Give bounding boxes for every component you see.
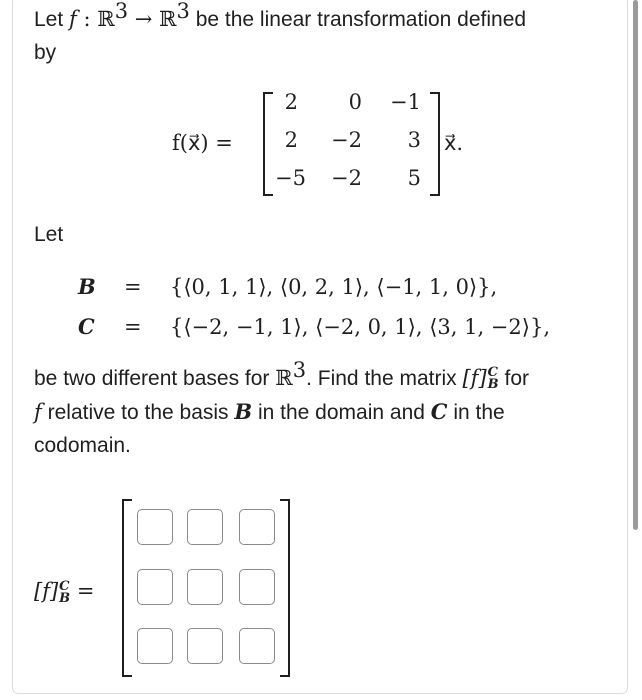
matrix-cell-1-2: 0 bbox=[348, 90, 362, 114]
answer-input-3-1[interactable] bbox=[137, 628, 173, 664]
question-r-exp: 3 bbox=[292, 358, 307, 382]
matrix-cell-2-3: 3 bbox=[407, 128, 421, 152]
answer-left-bracket bbox=[122, 499, 132, 677]
transform-rhs: x⃗. bbox=[444, 131, 464, 155]
intro-f: f bbox=[69, 7, 77, 31]
transform-matrix-right-bracket bbox=[430, 92, 440, 196]
matrix-cell-3-3: 5 bbox=[407, 166, 421, 190]
let-label: Let bbox=[34, 223, 64, 246]
question-basis-b: B bbox=[234, 399, 253, 424]
answer-input-1-3[interactable] bbox=[239, 509, 275, 545]
question-line-3: codomain. bbox=[34, 434, 131, 457]
transform-lhs: f(x⃗) = bbox=[172, 131, 233, 155]
question-bases-text: be two different bases for bbox=[34, 367, 276, 390]
answer-input-1-1[interactable] bbox=[137, 509, 173, 545]
basis-b-set: {⟨0, 1, 1⟩, ⟨0, 2, 1⟩, ⟨−1, 1, 0⟩}, bbox=[170, 275, 498, 299]
intro-arrow: → bbox=[128, 7, 160, 31]
basis-b-equals: = bbox=[124, 275, 142, 299]
answer-input-2-1[interactable] bbox=[137, 569, 173, 605]
question-f: f bbox=[34, 400, 42, 424]
scrollbar[interactable] bbox=[633, 0, 638, 530]
question-relative-text: relative to the basis bbox=[41, 401, 235, 424]
question-line-2 bbox=[34, 395, 505, 430]
answer-input-1-2[interactable] bbox=[187, 509, 223, 545]
matrix-cell-2-1: 2 bbox=[284, 128, 298, 152]
intro-codomain-exp: 3 bbox=[176, 0, 190, 23]
answer-label-sub: B bbox=[59, 590, 71, 606]
answer-label bbox=[34, 574, 94, 608]
intro-codomain-r: ℝ bbox=[159, 7, 177, 31]
basis-b-symbol: B bbox=[78, 274, 96, 299]
question-matrix-sup: C bbox=[487, 365, 499, 381]
answer-input-2-3[interactable] bbox=[239, 569, 275, 605]
question-basis-c: C bbox=[430, 399, 448, 424]
question-find-text: . Find the matrix bbox=[306, 367, 463, 390]
answer-input-3-2[interactable] bbox=[187, 628, 223, 664]
answer-right-bracket bbox=[280, 499, 290, 677]
question-in-the-text: in the bbox=[447, 401, 505, 424]
matrix-cell-1-3: −1 bbox=[390, 90, 421, 114]
intro-line-2: by bbox=[34, 41, 57, 64]
intro-line-1 bbox=[34, 2, 526, 37]
answer-input-2-2[interactable] bbox=[187, 569, 223, 605]
answer-input-3-3[interactable] bbox=[239, 628, 275, 664]
matrix-cell-1-1: 2 bbox=[284, 90, 298, 114]
intro-domain-r: ℝ bbox=[97, 7, 115, 31]
basis-c-equals: = bbox=[124, 315, 142, 339]
answer-label-f: [f] bbox=[34, 579, 59, 603]
basis-c-symbol: C bbox=[78, 314, 95, 339]
intro-let: Let bbox=[34, 8, 64, 31]
matrix-cell-2-2: −2 bbox=[331, 128, 362, 152]
intro-domain-exp: 3 bbox=[114, 0, 129, 23]
intro-colon: : bbox=[76, 7, 98, 31]
basis-c-set: {⟨−2, −1, 1⟩, ⟨−2, 0, 1⟩, ⟨3, 1, −2⟩}, bbox=[170, 315, 550, 339]
question-matrix-label: [f] bbox=[462, 366, 487, 390]
matrix-cell-3-2: −2 bbox=[331, 166, 362, 190]
matrix-cell-3-1: −5 bbox=[275, 166, 306, 190]
intro-rest: be the linear transformation defined bbox=[189, 8, 527, 31]
question-line-1 bbox=[34, 358, 529, 396]
question-domain-text: in the domain and bbox=[252, 401, 431, 424]
answer-label-sup: C bbox=[59, 578, 70, 594]
question-r: ℝ bbox=[275, 366, 293, 390]
question-matrix-sub: B bbox=[487, 377, 499, 393]
answer-equals: = bbox=[76, 579, 95, 603]
question-for-text: for bbox=[498, 367, 529, 390]
